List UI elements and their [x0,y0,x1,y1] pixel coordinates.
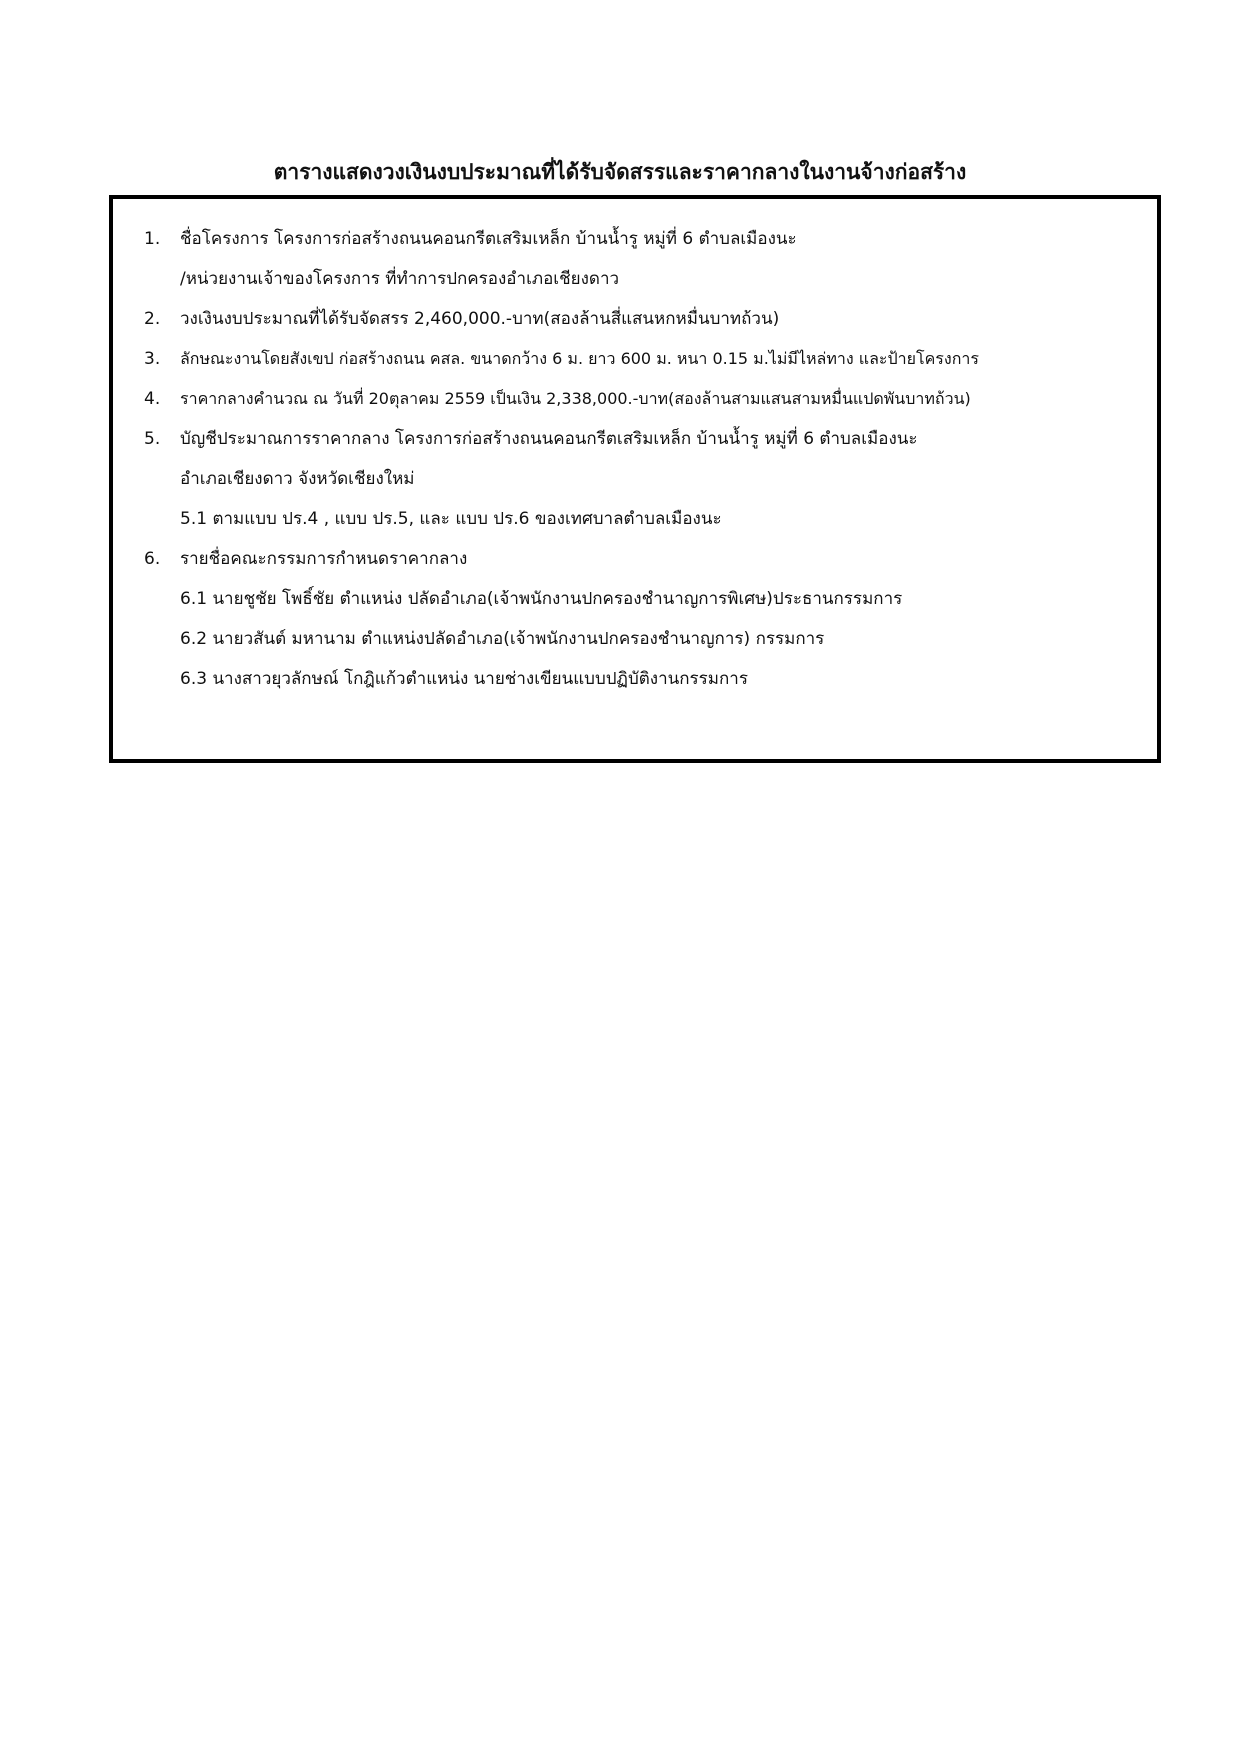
item-4-text: ราคากลางคำนวณ ณ วันที่ 20ตุลาคม 2559 เป็นเงิน 2,338,000.-บาท(สองล้านสามแสนสามหมื่นแปดพันบาทถ้วน) [180,389,971,408]
document-title: ตารางแสดงวงเงินงบประมาณที่ได้รับจัดสรรและราคากลางในงานจ้างก่อสร้าง [273,160,967,184]
item-1-number: 1. [144,229,161,249]
item-6-text: รายชื่อคณะกรรมการกำหนดราคากลาง [180,549,468,569]
item-5-number: 5. [144,429,161,449]
item-3-number: 3. [144,349,161,369]
item-6-1-text: 6.1 นายชูชัย โพธิ์ชัย ตำแหน่ง ปลัดอำเภอ(เจ้าพนักงานปกครองชำนาญการพิเศษ)ประธานกรรมการ [180,589,903,609]
item-1-text: ชื่อโครงการ โครงการก่อสร้างถนนคอนกรีตเสริมเหล็ก บ้านน้ำรู หมู่ที่ 6 ตำบลเมืองนะ [180,229,797,249]
item-5-text-continued: อำเภอเชียงดาว จังหวัดเชียงใหม่ [180,469,415,489]
item-2-text: วงเงินงบประมาณที่ได้รับจัดสรร 2,460,000.-บาท(สองล้านสี่แสนหกหมื่นบาทถ้วน) [180,309,780,329]
project-info-box [109,195,1161,763]
item-5-text: บัญชีประมาณการราคากลาง โครงการก่อสร้างถนนคอนกรีตเสริมเหล็ก บ้านน้ำรู หมู่ที่ 6 ตำบลเมืองนะ [180,429,918,449]
item-6-2-text: 6.2 นายวสันต์ มหานาม ตำแหน่งปลัดอำเภอ(เจ้าพนักงานปกครองชำนาญการ) กรรมการ [180,629,825,649]
item-3-text: ลักษณะงานโดยสังเขป ก่อสร้างถนน คสล. ขนาดกว้าง 6 ม. ยาว 600 ม. หนา 0.15 ม.ไม่มีไหล่ทาง และป้ายโครงการ [180,349,979,368]
item-5-1-text: 5.1 ตามแบบ ปร.4 , แบบ ปร.5, และ แบบ ปร.6 ของเทศบาลตำบลเมืองนะ [180,509,722,529]
item-2-number: 2. [144,309,161,329]
item-1-text-continued: /หน่วยงานเจ้าของโครงการ ที่ทำการปกครองอำเภอเชียงดาว [180,269,620,289]
item-6-3-text: 6.3 นางสาวยุวลักษณ์ โกฎิแก้วตำแหน่ง นายช่างเขียนแบบปฏิบัติงานกรรมการ [180,669,748,689]
item-4-number: 4. [144,389,161,409]
item-6-number: 6. [144,549,161,569]
